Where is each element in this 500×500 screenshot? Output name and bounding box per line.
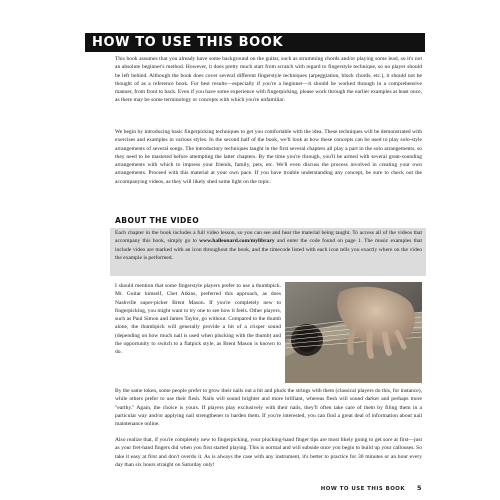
footer-section-title: HOW TO USE THIS BOOK [320,486,406,492]
guitar-photo-illustration [285,282,422,383]
nails-paragraph: By the same token, some people prefer to grow their nails out a bit and pluck the strings with them (classical players do this, for instance), while others prefer to use their flesh. Nails will sound brighter and more brilliant, whereas flesh will sound darker and perhaps more "earthy." Again, the choice is yours. If players play exclusively with their nails, they'll often take care of them by filing them in a particular way and/or applying nail strengthener to harden them. If you're interested, you can find a great deal of information about nail maintenance online. [115,388,422,428]
page-number: 5 [417,484,422,492]
about-video-text-after: and enter the code found on page 1. The music examples that include video are marked with an icon throughout the book, and the timecode listed with each icon tells you exactly where on the video the example is performed. [115,238,422,261]
intro-paragraph-1: This book assumes that you already have some background on the guitar, such as strumming chords and/or playing some lead, so it's not an absolute beginner's method. However, it does pretty much start from scratch with regard to fingerstyle technique, so no player should be left behind. Although the book does cover several different fingerstyle techniques (arpeggiation, block chords, etc.), it should not be thought of as a reference book. For best results—especially if you're a beginner—it should be worked through in a comprehensive manner, from front to back. Even if you have some experience with fingerpicking, please work through the earlier examples at least once, as there may be some terminology or concepts with which you're unfamiliar. [115,56,422,104]
page-footer [321,483,422,493]
about-video-text-before: Each chapter in the book includes a full video lesson, so you can see and hear the material being taught. To access all of the videos that accompany this book, simply go to [115,230,422,245]
about-video-heading: ABOUT THE VIDEO [115,216,200,225]
section-title: HOW TO USE THIS BOOK [92,35,284,50]
thumbpick-paragraph: I should mention that some fingerstyle players prefer to use a thumbpick. Mr. Guitar himself, Chet Atkins, preferred this approach, as does Nashville super-picker Brent Mason. If you're completely new to fingerpicking, you might want to try one to see how it feels. Other players, such as Paul Simon and James Taylor, go without. Compared to the thumb alone, the thumbpick will generally provide a bit of a crisper sound (depending on how much nail is used when plucking with the thumb) and the opportunity to switch to a flatpick style, as Brent Mason is known to do. [115,283,281,356]
section-title-banner [85,33,425,52]
about-video-paragraph [115,229,422,262]
guitar-fingerpicking-photo [285,282,422,383]
intro-paragraph-2: We begin by introducing basic fingerpicking techniques to get you comfortable with the idea. These techniques will be demonstrated with exercises and examples in various styles. In the second half of the book, we'll look at how these concepts can be used to play solo-style arrangements of several songs. The introductory techniques taught in the first several chapters all play a part in the solo arrangements, so they need to be mastered before attempting the latter chapters. By the time you're through, you'll be armed with several great-sounding arrangements with which to impress your friends, family, pets, etc. We'll even discuss the process involved in creating your own arrangements. Proceed with this material at your own pace. If you have trouble understanding any concept, be sure to check out the accompanying videos, as they will likely shed some light on the topic. [115,129,422,185]
sore-fingers-paragraph: Also realize that, if you're completely new to fingerpicking, your plucking-hand finger tips are most likely going to get sore at first—just as your fret-hand fingers did when you first started playing. This is normal and will subside once you begin to build up your callouses. So take it easy at first and don't overdo it. As is always the case with any instrument, it's better to practice for 30 minutes or an hour every day than six hours straight on Saturday only! [115,437,422,468]
mylibrary-link[interactable]: www.halleonard.com/mylibrary [199,238,275,245]
